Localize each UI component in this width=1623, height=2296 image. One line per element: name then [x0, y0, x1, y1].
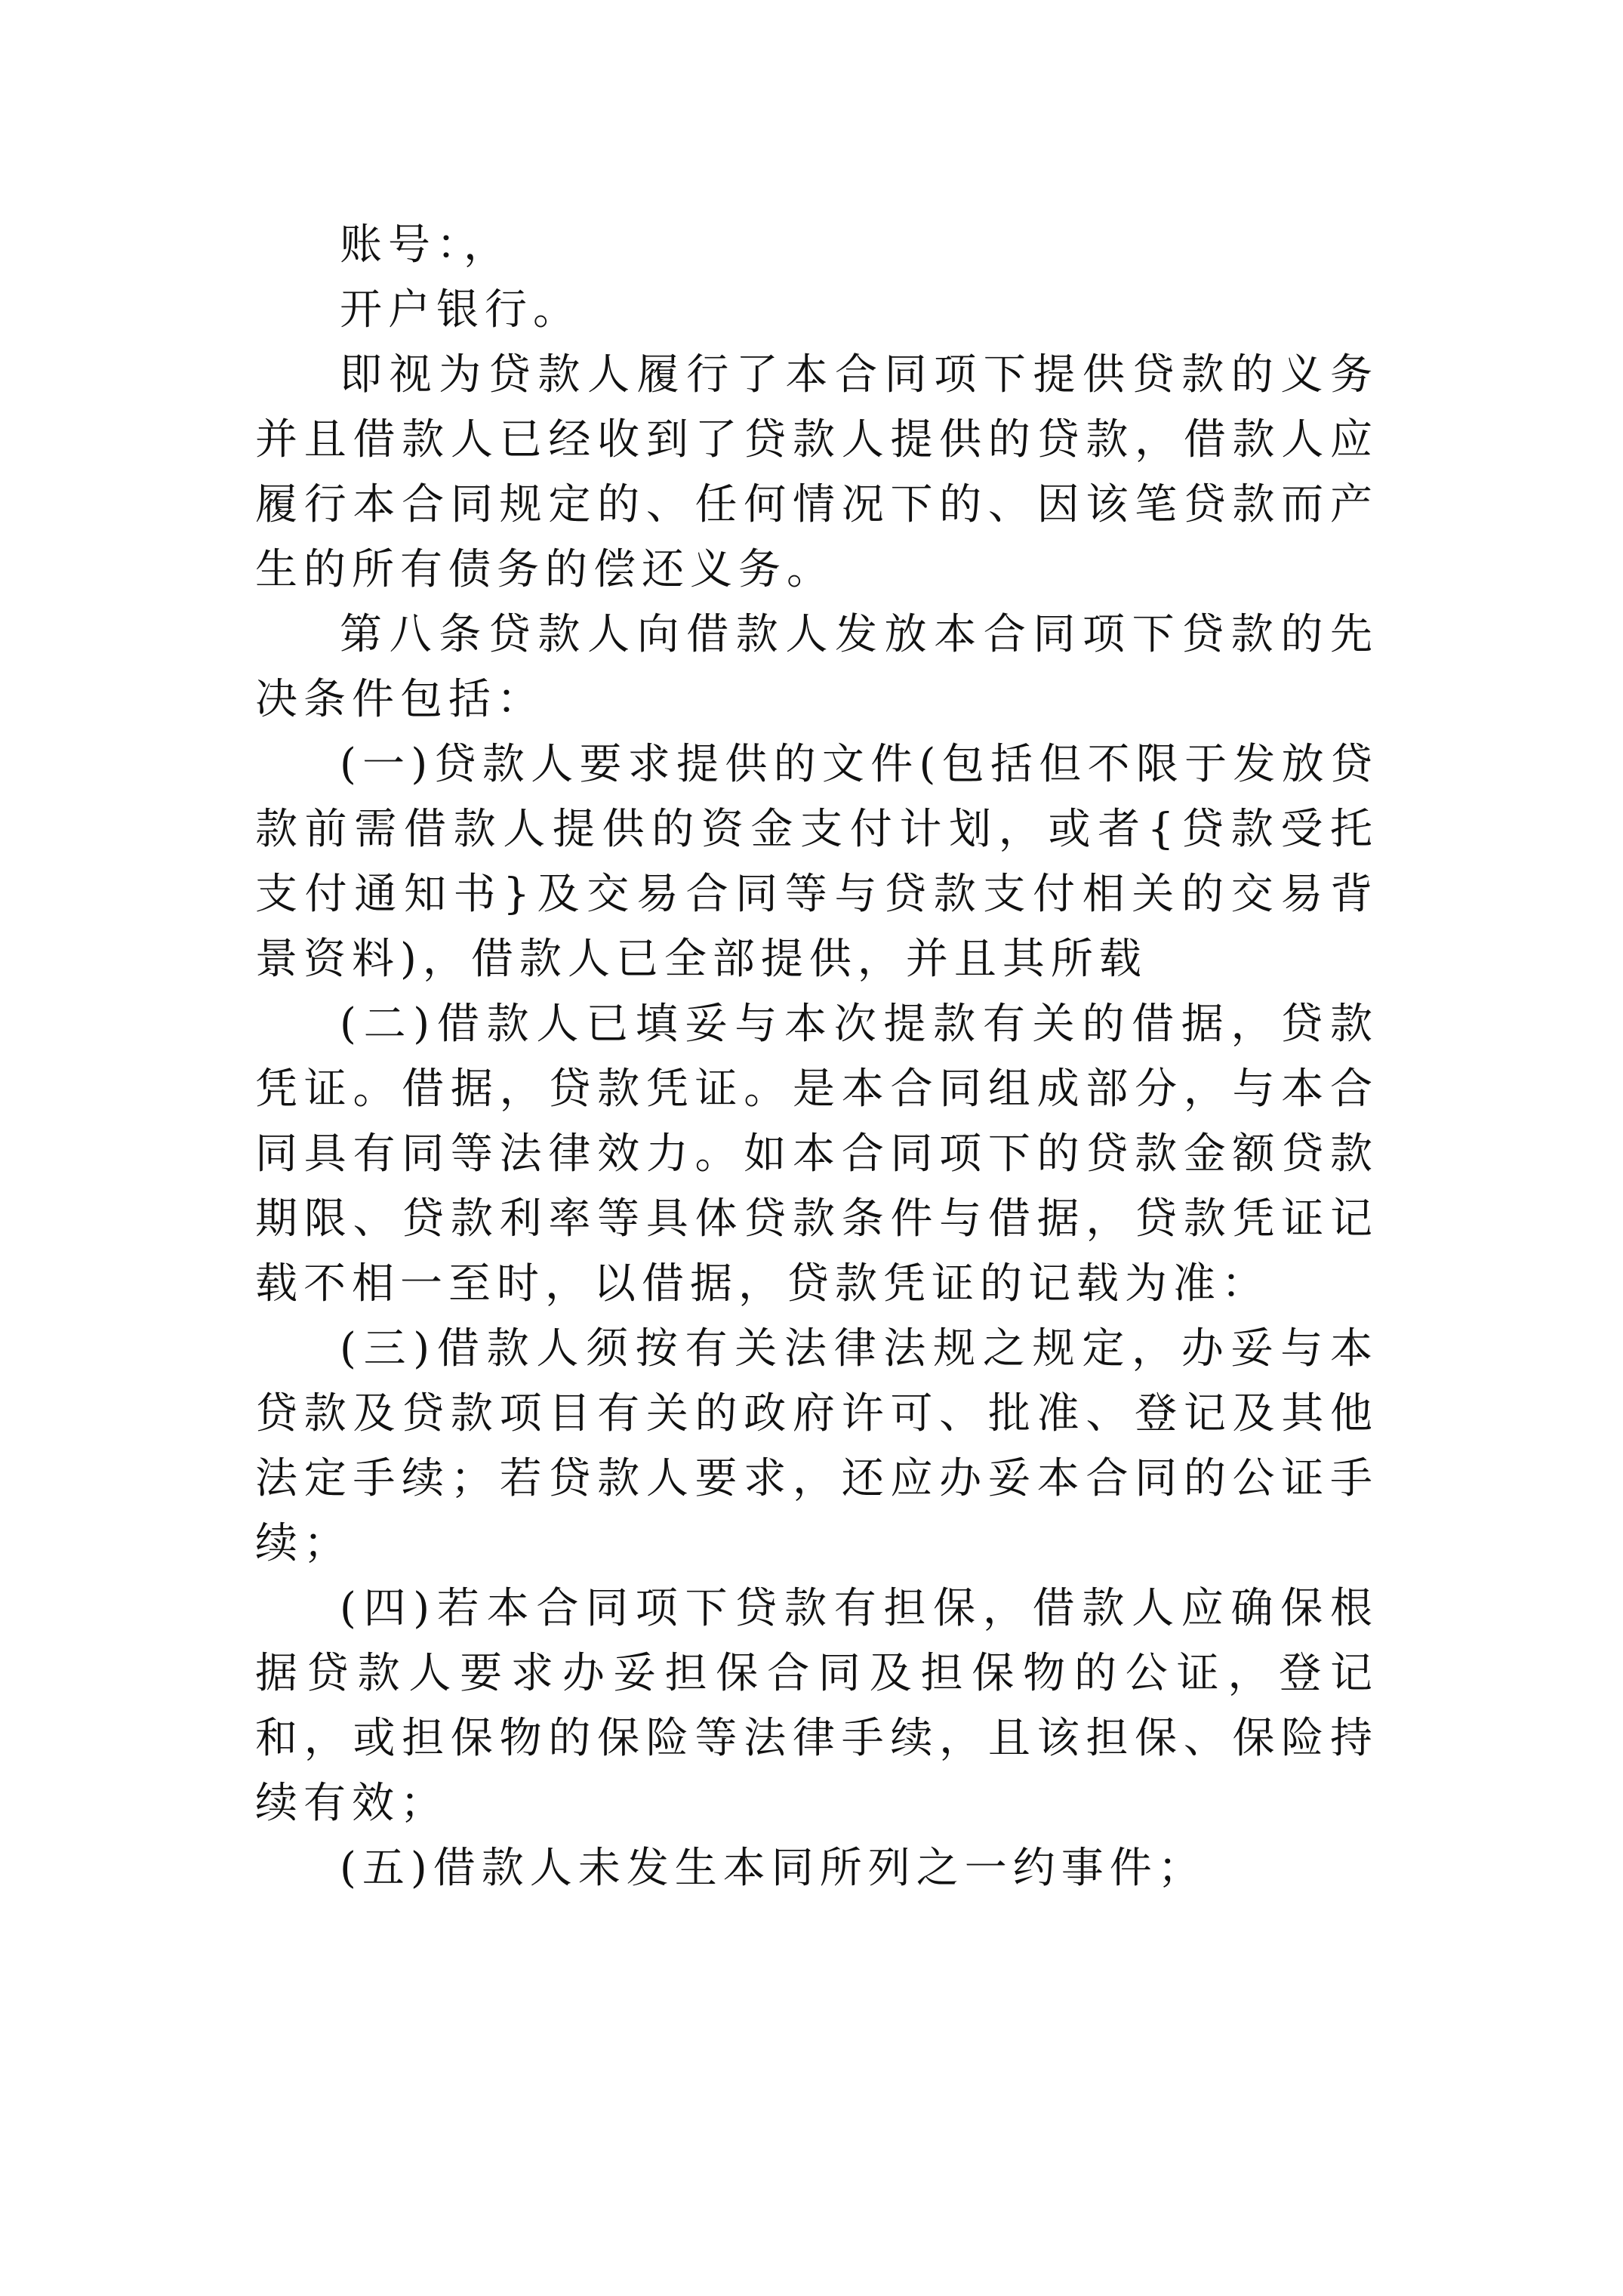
document-page — [255, 213, 1378, 1901]
paragraph-condition-4: (四)若本合同项下贷款有担保，借款人应确保根据贷款人要求办妥担保合同及担保物的公证，登记和，或担保物的保险等法律手续，且该担保、保险持续有效； — [255, 1584, 1378, 1828]
paragraph-condition-2: (二)借款人已填妥与本次提款有关的借据，贷款凭证。借据，贷款凭证。是本合同组成部分，与本合同具有同等法律效力。如本合同项下的贷款金额贷款期限、贷款利率等具体贷款条件与借据，贷款凭证记载不相一至时，以借据，贷款凭证的记载为准： — [255, 1000, 1378, 1308]
paragraph-condition-1: (一)贷款人要求提供的文件(包括但不限于发放贷款前需借款人提供的资金支付计划，或者{贷款受托支付通知书}及交易合同等与贷款支付相关的交易背景资料)，借款人已全部提供，并且其所载 — [255, 740, 1378, 984]
paragraph-opening-bank: 开户银行。 — [340, 285, 581, 334]
paragraph-article-eight: 第八条贷款人向借款人发放本合同项下贷款的先决条件包括： — [255, 610, 1378, 724]
paragraph-loan-obligation: 即视为贷款人履行了本合同项下提供贷款的义务并且借款人已经收到了贷款人提供的贷款，借款人应履行本合同规定的、任何情况下的、因该笔贷款而产生的所有债务的偿还义务。 — [255, 350, 1378, 594]
paragraph-condition-3: (三)借款人须按有关法律法规之规定，办妥与本贷款及贷款项目有关的政府许可、批准、登记及其他法定手续；若贷款人要求，还应办妥本合同的公证手续； — [255, 1324, 1378, 1568]
paragraph-condition-5: (五)借款人未发生本同所列之一约事件； — [340, 1844, 1206, 1893]
paragraph-account-number: 账号：， — [340, 220, 512, 270]
